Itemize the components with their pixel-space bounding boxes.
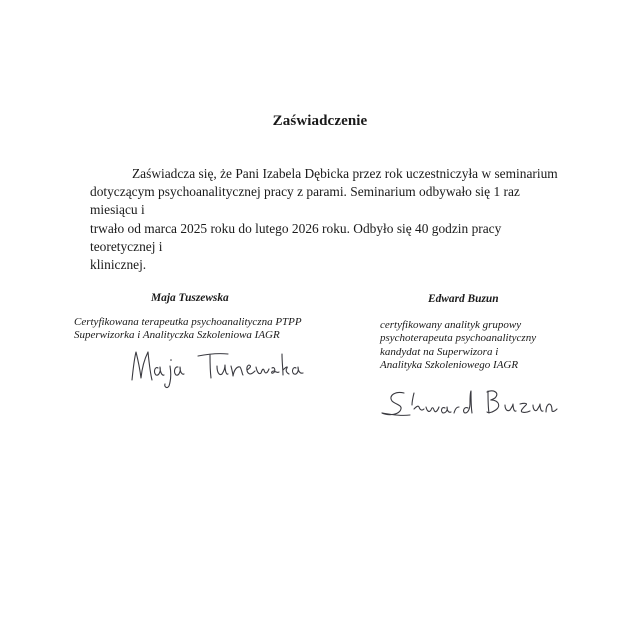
- left-credential-line-2: Superwizorka i Analityczka Szkoleniowa IAGR: [74, 329, 280, 342]
- body-line-1: Zaświadcza się, że Pani Izabela Dębicka przez rok uczestniczyła w seminarium: [132, 166, 558, 181]
- body-line-3: trwało od marca 2025 roku do lutego 2026 roku. Odbyło się 40 godzin pracy teoretycznej i: [90, 220, 502, 254]
- right-credential-line-2: psychoterapeuta psychoanalityczny: [380, 332, 537, 345]
- left-handwritten-signature: [122, 340, 312, 390]
- left-credential-line-1: Certyfikowana terapeutka psychoanalityczna PTPP: [74, 316, 302, 328]
- left-signatory-credentials: [74, 316, 302, 343]
- right-credential-line-1: certyfikowany analityk grupowy: [380, 319, 522, 331]
- document-title: Zaświadczenie: [272, 113, 368, 129]
- body-line-4: klinicznej.: [90, 257, 147, 273]
- left-signatory-name: Maja Tuszewska: [151, 292, 229, 304]
- right-credential-line-4: Analityka Szkoleniowego IAGR: [380, 359, 519, 372]
- right-credential-line-3: kandydat na Superwizora i: [380, 345, 499, 358]
- right-signatory-credentials: [380, 319, 536, 373]
- right-handwritten-signature: [374, 383, 564, 423]
- right-signatory-name: Edward Buzun: [428, 293, 499, 305]
- body-line-2: dotyczącym psychoanalitycznej pracy z parami. Seminarium odbywało się 1 raz miesiącu i: [90, 184, 520, 218]
- certificate-body: [90, 165, 560, 274]
